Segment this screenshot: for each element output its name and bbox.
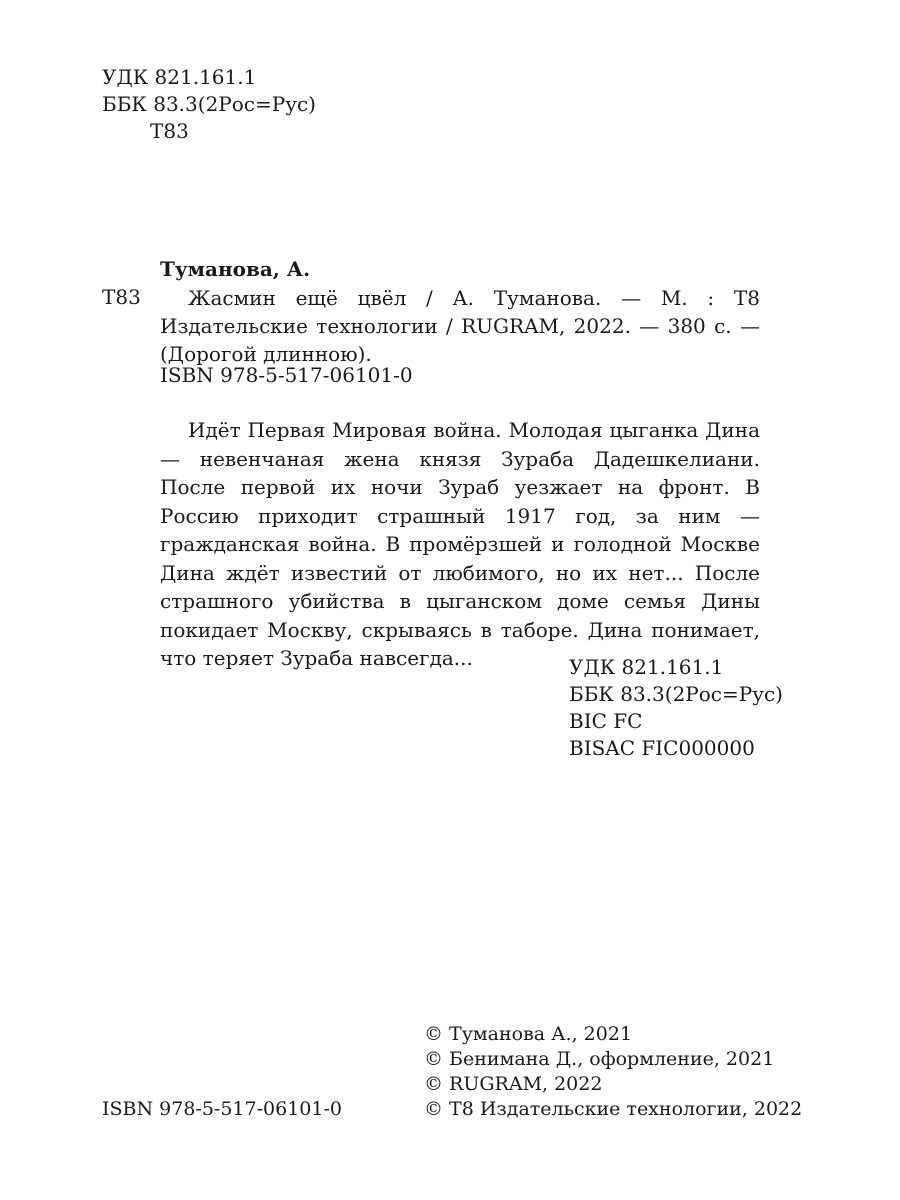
bbk-code: ББК 83.3(2Рос=Рус) — [102, 92, 316, 116]
top-classification-block — [102, 64, 316, 145]
copyright-line: © Т8 Издательские технологии, 2022 — [424, 1098, 803, 1120]
copyright-line: © Туманова А., 2021 — [424, 1023, 633, 1045]
bibliographic-description — [160, 284, 760, 368]
entry-cutter-code: Т83 — [102, 285, 141, 309]
udk-code: УДК 821.161.1 — [102, 65, 257, 89]
author-name: Туманова, А. — [160, 257, 311, 281]
bic-code: BIC FC — [569, 709, 643, 733]
copyright-line: © RUGRAM, 2022 — [424, 1073, 603, 1095]
right-classification-block — [569, 654, 783, 762]
copyright-line: © Бенимана Д., оформление, 2021 — [424, 1048, 775, 1070]
bbk-code-right: ББК 83.3(2Рос=Рус) — [569, 682, 783, 706]
bottom-isbn: ISBN 978-5-517-06101-0 — [102, 1098, 342, 1120]
bibliographic-text: Жасмин ещё цвёл / А. Туманова. — М. : Т8 Издательские технологии / RUGRAM, 2022. — 380 с. — (Дорогой длинною). — [160, 286, 760, 366]
copyright-block — [424, 1022, 802, 1122]
udk-code-right: УДК 821.161.1 — [569, 655, 724, 679]
entry-isbn: ISBN 978-5-517-06101-0 — [160, 363, 413, 387]
cutter-code: Т83 — [150, 119, 189, 143]
bisac-code: BISAC FIC000000 — [569, 736, 755, 760]
annotation-paragraph: Идёт Первая Мировая война. Молодая цыганка Дина — невенчаная жена князя Зураба Дадешкелиани. После первой их ночи Зураб уезжает на фронт. В Россию приходит страшный 1917 год, за ним — гражданская война. В промёрзшей и голодной Москве Дина ждёт известий от любимого, но их нет... После страшного убийства в цыганском доме семья Дины покидает Москву, скрываясь в таборе. Дина понимает, что теряет Зураба навсегда... — [160, 418, 760, 670]
